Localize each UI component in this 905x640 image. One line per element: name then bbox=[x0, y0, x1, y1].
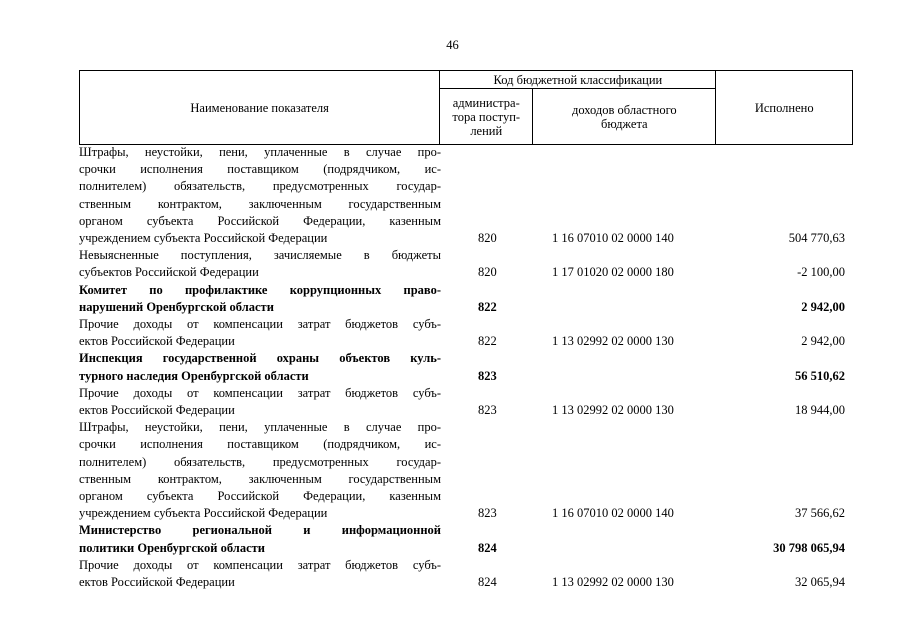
row-budget-code: 1 13 02992 02 0000 130 bbox=[552, 575, 674, 590]
row-name bbox=[79, 557, 441, 591]
table-row bbox=[79, 557, 853, 591]
row-admin-code: 820 bbox=[478, 231, 497, 246]
row-name-line: срочки исполнения поставщиком (подрядчиком, ис- bbox=[79, 162, 441, 177]
table-row bbox=[79, 522, 853, 556]
table-row bbox=[79, 316, 853, 350]
row-budget-code: 1 13 02992 02 0000 130 bbox=[552, 403, 674, 418]
row-name bbox=[79, 282, 441, 316]
header-budget-classification: Код бюджетной классификации bbox=[440, 71, 716, 89]
row-name-line: Штрафы, неустойки, пени, уплаченные в случае про- bbox=[79, 145, 441, 159]
row-name-line: Прочие доходы от компенсации затрат бюджетов субъ- bbox=[79, 385, 441, 400]
row-name-line: Комитет по профилактике коррупционных право- bbox=[79, 282, 441, 297]
row-name-line: турного наследия Оренбургской области bbox=[79, 368, 309, 383]
header-income-column: доходов областного бюджета bbox=[533, 89, 716, 145]
row-name-line: Невыясненные поступления, зачисляемые в бюджеты bbox=[79, 248, 441, 263]
row-name-line: срочки исполнения поставщиком (подрядчиком, ис- bbox=[79, 437, 441, 452]
row-name bbox=[79, 522, 441, 556]
page-number: 46 bbox=[446, 38, 459, 52]
table-row bbox=[79, 419, 853, 522]
row-name-line: Прочие доходы от компенсации затрат бюджетов субъ- bbox=[79, 317, 441, 332]
table-row bbox=[79, 247, 853, 281]
row-name-line: полнителем) обязательств, предусмотренных государ- bbox=[79, 454, 441, 469]
row-name bbox=[79, 350, 441, 384]
row-amount: -2 100,00 bbox=[797, 265, 845, 280]
row-amount: 504 770,63 bbox=[788, 231, 845, 246]
row-name-line: полнителем) обязательств, предусмотренных государ- bbox=[79, 179, 441, 194]
row-name-line: органом субъекта Российской Федерации, казенным bbox=[79, 213, 441, 228]
row-name-line: ственным контрактом, заключенным государственным bbox=[79, 471, 441, 486]
row-admin-code: 824 bbox=[478, 575, 497, 590]
row-name bbox=[79, 419, 441, 522]
row-name-line: ственным контрактом, заключенным государственным bbox=[79, 196, 441, 211]
row-admin-code: 822 bbox=[478, 334, 497, 349]
row-amount: 56 510,62 bbox=[795, 368, 845, 383]
row-name-line: нарушений Оренбургской области bbox=[79, 299, 274, 314]
row-amount: 37 566,62 bbox=[795, 506, 845, 521]
row-admin-code: 823 bbox=[478, 368, 497, 383]
row-budget-code: 1 13 02992 02 0000 130 bbox=[552, 334, 674, 349]
row-amount: 18 944,00 bbox=[795, 403, 845, 418]
row-admin-code: 824 bbox=[478, 540, 497, 555]
row-name-line: ектов Российской Федерации bbox=[79, 403, 235, 418]
row-admin-code: 822 bbox=[478, 299, 497, 314]
table-row bbox=[79, 144, 853, 247]
row-name bbox=[79, 247, 441, 281]
row-name-line: учреждением субъекта Российской Федерации bbox=[79, 506, 328, 521]
table-row bbox=[79, 385, 853, 419]
row-name-line: политики Оренбургской области bbox=[79, 540, 265, 555]
table-row bbox=[79, 350, 853, 384]
row-amount: 2 942,00 bbox=[801, 334, 845, 349]
table-header bbox=[79, 70, 853, 145]
row-name-line: органом субъекта Российской Федерации, казенным bbox=[79, 489, 441, 504]
row-name-line: учреждением субъекта Российской Федерации bbox=[79, 231, 328, 246]
row-admin-code: 823 bbox=[478, 403, 497, 418]
row-amount: 32 065,94 bbox=[795, 575, 845, 590]
table-row bbox=[79, 282, 853, 316]
row-amount: 30 798 065,94 bbox=[773, 540, 845, 555]
row-name bbox=[79, 316, 441, 350]
row-name-line: Министерство региональной и информационной bbox=[79, 523, 441, 538]
row-name-line: ектов Российской Федерации bbox=[79, 575, 235, 590]
row-name-line: Инспекция государственной охраны объектов куль- bbox=[79, 351, 441, 366]
row-name-line: ектов Российской Федерации bbox=[79, 334, 235, 349]
row-name-line: Штрафы, неустойки, пени, уплаченные в случае про- bbox=[79, 420, 441, 435]
row-amount: 2 942,00 bbox=[801, 299, 845, 314]
row-budget-code: 1 16 07010 02 0000 140 bbox=[552, 506, 674, 521]
row-admin-code: 823 bbox=[478, 506, 497, 521]
row-name-line: субъектов Российской Федерации bbox=[79, 265, 259, 280]
row-name bbox=[79, 144, 441, 247]
row-admin-code: 820 bbox=[478, 265, 497, 280]
header-admin-column: администра- тора поступ- лений bbox=[440, 89, 533, 145]
row-budget-code: 1 16 07010 02 0000 140 bbox=[552, 231, 674, 246]
row-name-line: Прочие доходы от компенсации затрат бюджетов субъ- bbox=[79, 557, 441, 572]
row-budget-code: 1 17 01020 02 0000 180 bbox=[552, 265, 674, 280]
header-name-column: Наименование показателя bbox=[80, 71, 440, 145]
table-body bbox=[79, 144, 853, 591]
header-executed-column: Исполнено bbox=[716, 71, 853, 145]
row-name bbox=[79, 385, 441, 419]
